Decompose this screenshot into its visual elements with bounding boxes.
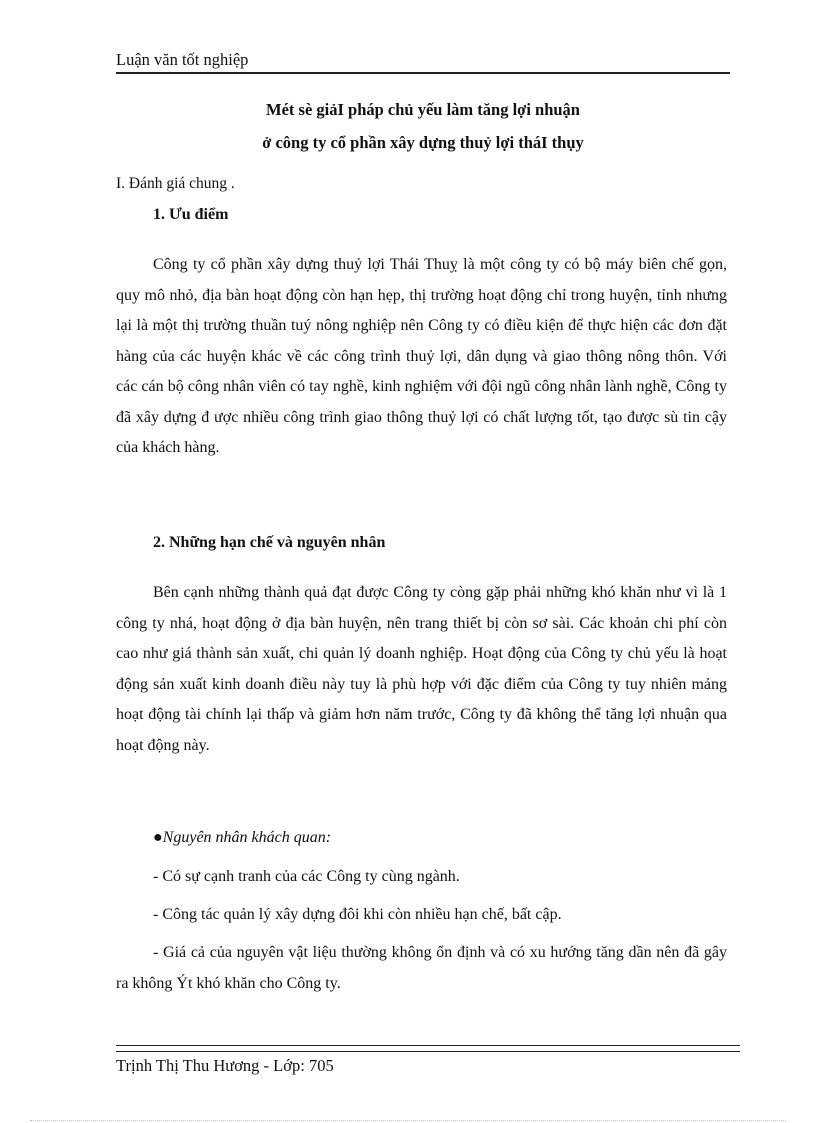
title-line-2: ở công ty cổ phần xây dựng thuỷ lợi tháI thụy [262, 133, 584, 152]
bullet-heading-objective-causes: ●Nguyên nhân khách quan: [153, 829, 332, 846]
document-title [116, 93, 730, 159]
list-item: - Có sự cạnh tranh của các Công ty cùng ngành. [153, 868, 460, 885]
subheading-strengths: 1. Ưu điểm [153, 206, 229, 223]
footer-rule [116, 1045, 740, 1052]
list-item: - Giá cả của nguyên vật liệu thường không ổn định và có xu hướng tăng dần nên đã gây ra không Ýt khó khăn cho Công ty. [116, 944, 727, 992]
section-heading: I. Đánh giá chung . [116, 175, 235, 192]
list-item: - Công tác quản lý xây dựng đôi khi còn nhiều hạn chế, bất cập. [153, 906, 562, 923]
title-line-1: Mét sè giảI pháp chủ yếu làm tăng lợi nhuận [266, 100, 580, 119]
paragraph-limitations: Bên cạnh những thành quả đạt được Công ty còng gặp phải những khó khăn như vì là 1 công ty nhá, hoạt động ở địa bàn huyện, nên trang thiết bị còn sơ sài. Các khoản chi phí còn cao như giá thành sản xuất, chi quản lý doanh nghiệp. Hoạt động của Công ty chủ yếu là hoạt động sản xuất kinh doanh điều này tuy là phù hợp với đặc điểm của Công ty tuy nhiên mảng hoạt động tài chính lại thấp và giảm hơn năm trước, Công ty đã không thể tăng lợi nhuận qua hoạt động này. [116, 584, 727, 754]
running-footer: Trịnh Thị Thu Hương - Lớp: 705 [116, 1056, 334, 1075]
paragraph-strengths: Công ty cổ phần xây dựng thuỷ lợi Thái Thuỵ là một công ty có bộ máy biên chế gọn, quy mô nhỏ, địa bàn hoạt động còn hạn hẹp, thị trường hoạt động chỉ trong huyện, tỉnh nhưng lại là một thị trường thuần tuý nông nghiệp nên Công ty có điều kiện để thực hiện các đơn đặt hàng của các huyện khác về các công trình thuỷ lợi, dân dụng và giao thông nông thôn. Với các cán bộ công nhân viên có tay nghề, kinh nghiệm với đội ngũ công nhân lành nghề, Công ty đã xây dựng đ ược nhiều công trình giao thông thuỷ lợi có chất lượng tốt, tạo được sù tin cậy của khách hàng. [116, 256, 727, 456]
page-edge-divider [30, 1120, 786, 1121]
subheading-limitations: 2. Những hạn chế và nguyên nhân [153, 534, 386, 551]
running-header: Luận văn tốt nghiệp [116, 50, 730, 74]
